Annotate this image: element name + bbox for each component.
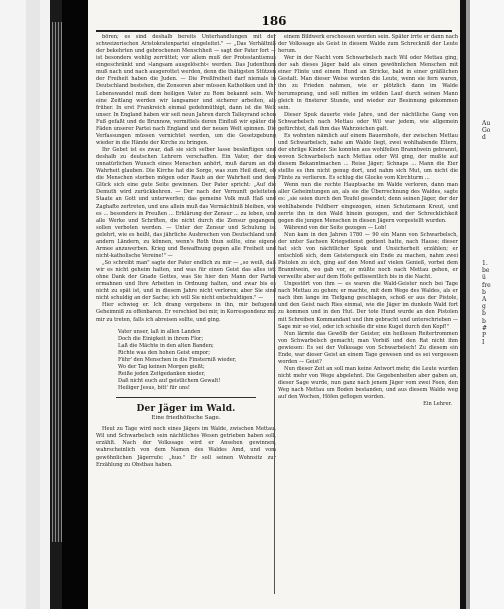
signature: Ein Lehrer. <box>423 401 452 408</box>
adjacent-page-text: 1. be ü fre b A g b b # P I <box>482 260 491 347</box>
book-spine <box>52 22 62 542</box>
story-title: Der Jäger im Wald. <box>136 404 236 415</box>
paragraph: bören; es sind deshalb bereits Unterhandlungen mit der schweizerischen Aristokratenpartei eingeleitet." — „Das Verhältniß der bekehrten und gebrochenen Menschheit — sagt der Pater fort — ist besonders wohlig zerrüttet; vor allem muß der Protestantismus eingeschränkt und »langsam ausgelöscht« werden. Das Judenthum muß nach und nach ausgerottet werden, denn die thätigsten Stützen der Freiheit haben die Juden. — Die Preßfreiheit darf niemals in Deutschland bestehen, die Zensoren aber müssen Katholiken und ihr Lebenswandel muß dem heiligen Vater zu Rom bekannt sein. Wer eine Zeitlang werden wir langsamer und sicherer arbeiten, als früher. In erst Frankreich einmal gedehmüthigt, dann ist die Welt unser. In England haben wir seit neun Jahren durch Talleyrand schon Fuß gefaßt und de Brunnow, vermittels deren Einfluß wir später die Fäden unserer Partei nach England und der neuen Welt spinnen. Die Verfassungen müssen vernichtet werden, um die Gesetzgebung wieder in die Hände der Kirche zu bringen. <box>96 34 276 146</box>
column-divider <box>274 34 275 594</box>
right-column <box>278 34 458 599</box>
paragraph: Heut zu Tage wird noch eines Jägers im Walde, zwischen Mettau, Wil und Schwarbelsch sein nächtliches Wesen getrieben haben soll, erzählt. Nach der Volkssage wird er Ansehen gewinnen, wahrscheinlich von dem Namen des Waldes Amd, und vom gewöhnlichen Jägerrufe: „huo." Er soll seinen Wohnsitz zur Erzählung zu Obstbau haben. <box>96 426 276 468</box>
paragraph: Wenn nun die rechte Hauptsache im Walde verloren, dann man aller Geheimtungen an, als sie die Überrechnung des Waldes, sagte es: „sie seien durch den Teufel gesendet; denn seinen Jäger, der der wohlhabende Feldherr eingezogen, einen Schutzmann Kreut, und zerrte ihn in den Wald hinein gezogen, und der Schrecklichkeit gegen die jungen Menschen in diesen Jägern vorgestellt wurden. <box>278 182 458 224</box>
book-binding-left <box>0 0 88 609</box>
paragraph: Nun lärmte das Gewölb der Geister, ein heillosen Reitertrommen von Schwarbelsch gemacht; man Vorbiß und den Rat nicht ihm gewiesen: Es sei der Volkssage von Schwarbelsch! Zu diesem ein Ende, war dieser Geist an einem Tage gewesen und es sei vergessen worden — Geist? <box>278 330 458 365</box>
paragraph: Nun dieser Zeit an soll man keine Antwort mehr, die Leute wurden nicht mehr von Wege abgelehnt. Die Gegebenheiten aber gaben an, dieser Sage wurde, nun ganz nach jenem Jäger vom zwei Feen, den Weg nach Mettau um Boden bestanden, und aus diesem Walde weg auf den Wochen, Höfen geflogen worden. <box>278 365 458 401</box>
poem-line: Reiße jeden Zeitgedanken nieder, <box>118 370 206 377</box>
poem-line: Daß nicht euch auf geistlichem Gewalt! <box>118 378 221 384</box>
paragraph: Es wohnten nämlich auf einem Bauernhofe, der zwischen Mettau und Schwarbelsch, nahe am Walde liegt, zwei wohlhabende Eltern, der ehrlige Kinder. Sie konnten aus wohlfeilen Branntwein gebrannt, wovon Schwarbelsch nach Mettau oder Wil ging, der mußte auf diesem Bekanntmachen ... Reise Jäger; Schnaps ... Mann die Eier stellte es ihm nicht genug dort, und nahm sich Mut, um nicht die Flinte zu verlieren. Es schlug die Glocke vom Kirchturm ... <box>278 132 458 182</box>
page-edge <box>460 0 470 609</box>
page-number: 186 <box>261 14 287 28</box>
poem-line: Führ' den Menschen in die Finsterniß wieder, <box>118 356 237 363</box>
paragraph: Dieser Spuk dauerte viele Jahre, und der nächtliche Gang von Schwarbelsch nach Mettau oder Wil war jedem, wie allgemein gefürchtet, daß ihm das Wahrzeichen galt. <box>278 111 458 132</box>
paragraph: Während von der Seite gezogen — Lob! <box>284 224 387 231</box>
paragraph: Ihr Gebet ist es zwar, daß sie sich selber lasse besänftigen und deshalb zu deutschen Lehrern verschaffen. Ein Vater, der den unnatürlichen Wunsch eines Menschen anhört, muß darum an die Wahrheit glauben. Die Kirche hat die Sorge, was zum Heil dient, ob die Menschen sterben mögen oder Raub an der Wahrheit und dem Glück sich eine gute Seite gewinnen. Der Pater spricht: „Auf die Demuth wird zurückkehren. — Der nach der Vernunft geleiteten Staate an Gott und unterwerfen; das gemeine Volk muß Haß und Zaghafte zertreten, und uns allein muß das Vermächtniß bleiben, wie es ... besonders in Preußen ... Erklärung der Zensur ... zu leben, und alle Werke und Schriften, die nicht durch die Zensur gegangen, sollen verboten werden. — Unter der Zensur und Schulung ist gelehrt, wie es heißt, das jährliche Ausbrechen von Deutschland und andern Ländern, zu können, wenn's Roth thun sollte, eine eigene Armee anzuwerben. Krieg und Bewaffnung gegen alle Freiheit und nicht-katholische Vereine!" — <box>96 147 276 259</box>
poem-line: Wo der Tag keinen Morgen gießt; <box>118 363 205 370</box>
poem-line: Laß die Mächte in den alten Banden; <box>118 342 214 349</box>
poem-line: Heiliger Jesus, bitt' für uns! <box>118 385 190 392</box>
left-column <box>96 34 276 599</box>
poem-line: Doch die Einigkeit in ihrem Flor; <box>118 335 204 342</box>
paragraph: einem Bildwerk erschossen worden sein. Später irrte er dann nach der Volkssage als Geist in diesem Walde zum Schreckniß der Leute herum. <box>278 34 458 55</box>
poem-line: Richte was den hohen Geist empor; <box>118 349 210 356</box>
paragraph: „So schreibt man" sagte der Pater endlich zu mir — „so weiß, daß wir es nicht geheim halten, und was für einen Geist das alles ist; ohne Dank der Gnade Gottes, was Sie hier den Mann der Partei ermahnen und Ihre Arbeiten in Ordnung halten, und zwar bis es nicht zu spät ist, und in diesem Jahre nicht verloren; aber Sie sind nicht schuldig an der Sache; ich will Sie nicht entschuldigen." — <box>96 260 276 302</box>
paragraph: Nun kam in den Jahren 1780 — 90 ein Mann von Schwarbelsch, der unter Sachsen Kriegsdienst gedient hatte, nach Hause; dieser hat sich von nächtlicher Spuk und Unsicherheit erzählen; er entschloß sich, dem Geisterspuck ein Ende zu machen, nahm zwei Pistolen zu sich, ging auf den Mond auf vielen Genieß, vorbei dem Branntwein, wo gab vor, er müßte noch nach Mettau gehen, er verweilte aber auf dem Hofe geflissentlich bis in die Nacht. <box>278 231 458 281</box>
adjacent-page-text: Au Go d <box>482 120 491 142</box>
paragraph: Ungestört von ihm — es waren die Wald-Geister noch bei Tage nach Mettau zu gehen; er machte, mit dem Wege des Waldes, als er nach ihm lange im Tiefgang geschlagen, schoß er aus der Pistole, und den Geist nach Ries einmal, wie die Jäger im dunkeln Wald fort zu kommen und in den Hut. Der tote Hund wurde an den Pistolen mit Schreiben Kommandant und ihm gebracht und unterschrieben — Sage mir so viel, oder ich schieße dir eine Kugel durch den Kopf!" <box>278 281 458 330</box>
header-rule <box>96 30 452 32</box>
paragraph: Hier schwieg er. Ich drang vergebens in ihn, mir befugend Geheimniß zu offenbaren. Er verschied bei mir, in Korrespondenz mit mir zu treten, falls ich abreisen sollte, und ging. <box>96 302 276 323</box>
paragraph: Wer in der Nacht vom Schwarbelsch nach Wil oder Mettau ging, der sah dieses Jäger bald als einen gewöhnlichen Menschen mit einer Flinte und einem Hund an Stricke, bald in einer gräßlichen Gestalt. Man dieser Weise wurden die Leute, wenn sie fern waren, ihn zu Frieden nahmen, wie er plötzlich dann im Walde herumsprang, und soll mitten im wilden Lauf durch seinen Mann gleich in finsterer Stunde, und wieder zur Besinnung gekommen sein. <box>278 55 458 111</box>
book-page <box>88 0 460 609</box>
story-subtitle: Eine friedhöfische Sage. <box>151 415 221 422</box>
section-divider <box>116 397 256 398</box>
poem-line: Vater unser, laß in allen Landen <box>118 328 201 335</box>
poem <box>118 329 276 393</box>
